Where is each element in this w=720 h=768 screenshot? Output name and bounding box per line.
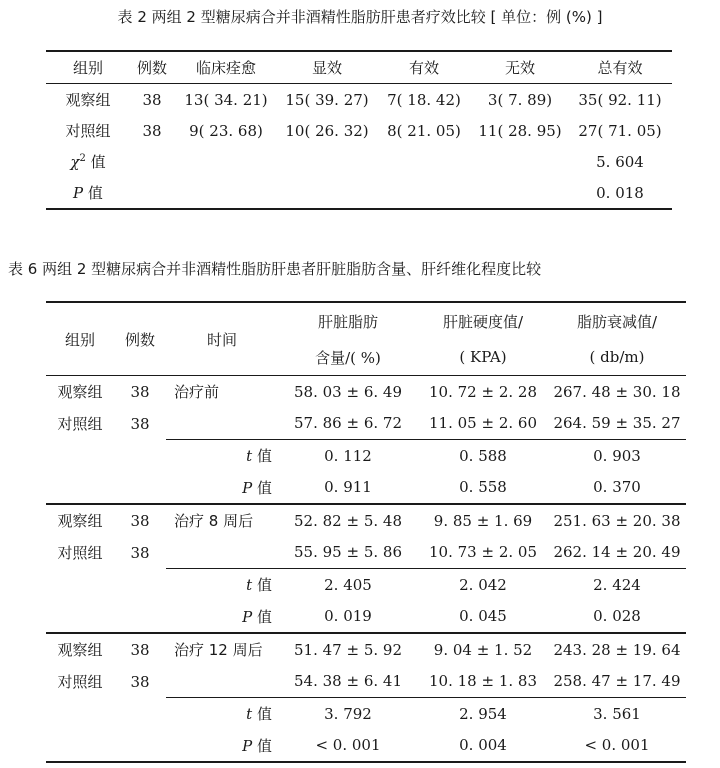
t-label: t 值	[246, 705, 272, 724]
header-group: 组别	[46, 302, 114, 376]
header-time: 时间	[166, 302, 278, 376]
table-row	[46, 376, 686, 408]
cell-t-stiffness: 2. 042	[459, 575, 507, 594]
cell-group: 对照组	[57, 544, 103, 562]
cell-fat: 54. 38 ± 6. 41	[278, 666, 418, 698]
header-count: 例数	[114, 302, 166, 376]
cell-time: 治疗前	[174, 383, 220, 402]
t-label-text: 值	[256, 705, 272, 724]
t-label: t 值	[246, 447, 272, 466]
cell-fat: 51. 47 ± 5. 92	[294, 640, 402, 659]
header-effective: 有效	[376, 51, 472, 84]
cell-count: 38	[142, 121, 162, 140]
cell-group: 对照组	[57, 415, 103, 433]
p-value: 0. 018	[568, 177, 672, 209]
chi-label-text: 值	[90, 153, 106, 171]
table2	[46, 50, 672, 210]
cell-count: 38	[130, 543, 150, 562]
header-fat-line1: 肝脏脂肪	[278, 302, 418, 339]
cell-total: 27( 71. 05)	[578, 121, 662, 140]
table-row-p	[46, 730, 686, 763]
cell-count: 38	[130, 640, 150, 659]
header-group: 组别	[46, 51, 130, 84]
table-row	[46, 633, 686, 666]
cell-group: 观察组	[57, 641, 103, 660]
cell-fat: 58. 03 ± 6. 49	[294, 382, 402, 401]
cell-group: 对照组	[65, 122, 111, 140]
cell-count: 38	[130, 382, 150, 401]
cell-cured: 9( 23. 68)	[189, 121, 263, 140]
table-row	[46, 84, 672, 116]
cell-count: 38	[130, 414, 150, 433]
cell-p-attenuation: 0. 370	[548, 472, 686, 505]
t-label-text: 值	[256, 447, 272, 466]
cell-t-attenuation: 2. 424	[593, 575, 641, 594]
cell-p-fat: 0. 911	[278, 472, 418, 505]
cell-count: 38	[130, 511, 150, 530]
cell-t-stiffness: 2. 954	[459, 704, 507, 723]
table6-caption: 表 6 两组 2 型糖尿病合并非酒精性脂肪肝患者肝脏脂肪含量、肝纤维化程度比较	[8, 260, 542, 278]
cell-fat: 57. 86 ± 6. 72	[278, 408, 418, 440]
table-row	[46, 408, 686, 440]
cell-total: 35( 92. 11)	[578, 90, 662, 109]
cell-time: 治疗 8 周后	[174, 512, 254, 531]
cell-ineffective: 11( 28. 95)	[478, 121, 562, 140]
cell-attenuation: 258. 47 ± 17. 49	[548, 666, 686, 698]
cell-attenuation: 267. 48 ± 30. 18	[553, 382, 681, 401]
header-stiffness-line1: 肝脏硬度值/	[418, 302, 548, 339]
p-label: P 值	[166, 472, 278, 505]
cell-stiffness: 10. 18 ± 1. 83	[418, 666, 548, 698]
cell-fat: 55. 95 ± 5. 86	[278, 537, 418, 569]
table-row-p	[46, 177, 672, 209]
cell-count: 38	[142, 90, 162, 109]
p-label: P 值	[46, 177, 130, 209]
table-row	[46, 666, 686, 698]
cell-fat: 52. 82 ± 5. 48	[294, 511, 402, 530]
header-ineffective: 无效	[472, 51, 568, 84]
cell-count: 38	[130, 672, 150, 691]
cell-stiffness: 10. 73 ± 2. 05	[418, 537, 548, 569]
cell-stiffness: 10. 72 ± 2. 28	[429, 382, 537, 401]
chi-label: $\chi^2$ 值	[70, 153, 106, 171]
cell-attenuation: 262. 14 ± 20. 49	[548, 537, 686, 569]
cell-p-attenuation: 0. 028	[548, 601, 686, 634]
cell-p-fat: < 0. 001	[278, 730, 418, 763]
cell-group: 观察组	[57, 383, 103, 402]
cell-p-stiffness: 0. 045	[418, 601, 548, 634]
p-label-text: 值	[256, 736, 272, 755]
cell-t-fat: 2. 405	[324, 575, 372, 594]
header-fat-line2: 含量/( %)	[278, 339, 418, 376]
table2-header-row	[46, 51, 672, 84]
cell-t-attenuation: 0. 903	[593, 446, 641, 465]
cell-stiffness: 9. 04 ± 1. 52	[433, 640, 533, 659]
cell-attenuation: 264. 59 ± 35. 27	[548, 408, 686, 440]
cell-p-stiffness: 0. 004	[418, 730, 548, 763]
cell-attenuation: 251. 63 ± 20. 38	[553, 511, 681, 530]
table6-header-row-1	[46, 302, 686, 339]
table-row	[46, 537, 686, 569]
p-label: P 值	[166, 601, 278, 634]
cell-t-fat: 3. 792	[324, 704, 372, 723]
chi-value: 5. 604	[596, 152, 644, 171]
t-label-text: 值	[256, 576, 272, 595]
p-label: P 值	[166, 730, 278, 763]
cell-stiffness: 9. 85 ± 1. 69	[433, 511, 533, 530]
cell-cured: 13( 34. 21)	[184, 90, 268, 109]
cell-marked: 15( 39. 27)	[285, 90, 369, 109]
table-row-chi	[46, 146, 672, 177]
cell-t-stiffness: 0. 588	[459, 446, 507, 465]
header-attenuation-line1: 脂肪衰减值/	[548, 302, 686, 339]
table2-caption: 表 2 两组 2 型糖尿病合并非酒精性脂肪肝患者疗效比较 [ 单位：例 (%) ]	[117, 8, 603, 26]
table-row-t	[46, 569, 686, 601]
p-label-text: 值	[256, 478, 272, 497]
cell-t-attenuation: 3. 561	[593, 704, 641, 723]
cell-p-stiffness: 0. 558	[418, 472, 548, 505]
cell-group: 对照组	[57, 673, 103, 691]
p-label-text: 值	[256, 607, 272, 626]
cell-group: 观察组	[65, 91, 111, 109]
cell-stiffness: 11. 05 ± 2. 60	[418, 408, 548, 440]
table-row	[46, 504, 686, 537]
table6	[46, 301, 686, 763]
header-marked: 显效	[278, 51, 376, 84]
header-attenuation-line2: ( db/m)	[548, 339, 686, 376]
table-row-p	[46, 472, 686, 505]
header-count: 例数	[130, 51, 174, 84]
table-row-p	[46, 601, 686, 634]
cell-time: 治疗 12 周后	[174, 641, 263, 660]
cell-t-fat: 0. 112	[324, 446, 372, 465]
t-label: t 值	[246, 576, 272, 595]
cell-attenuation: 243. 28 ± 19. 64	[553, 640, 681, 659]
header-cured: 临床痊愈	[174, 51, 278, 84]
cell-p-fat: 0. 019	[278, 601, 418, 634]
header-total: 总有效	[568, 51, 672, 84]
table-row-t	[46, 440, 686, 472]
table-row	[46, 115, 672, 146]
p-label-text: 值	[87, 184, 103, 202]
cell-effective: 7( 18. 42)	[387, 90, 461, 109]
cell-p-attenuation: < 0. 001	[548, 730, 686, 763]
table-row-t	[46, 698, 686, 730]
header-stiffness-line2: ( KPA)	[418, 339, 548, 376]
cell-ineffective: 3( 7. 89)	[487, 90, 553, 109]
cell-group: 观察组	[57, 512, 103, 531]
cell-effective: 8( 21. 05)	[387, 121, 461, 140]
cell-marked: 10( 26. 32)	[285, 121, 369, 140]
